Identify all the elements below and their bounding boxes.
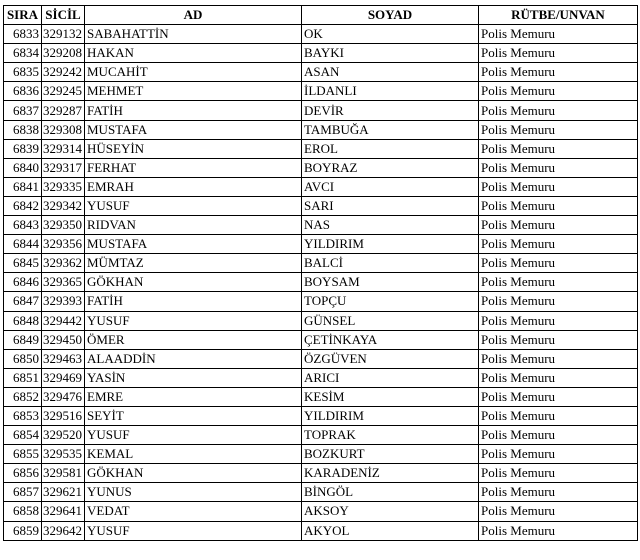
table-row xyxy=(4,216,638,235)
cell-soyad: ÇETİNKAYA xyxy=(302,330,479,349)
cell-soyad: EROL xyxy=(302,139,479,158)
cell-ad: FATİH xyxy=(85,101,302,120)
cell-sira: 6848 xyxy=(4,311,42,330)
cell-sicil: 329335 xyxy=(42,177,85,196)
cell-sicil: 329245 xyxy=(42,82,85,101)
cell-sicil: 329242 xyxy=(42,63,85,82)
cell-sira: 6838 xyxy=(4,120,42,139)
cell-sira: 6849 xyxy=(4,330,42,349)
cell-soyad: BALCİ xyxy=(302,254,479,273)
cell-ad: HÜSEYİN xyxy=(85,139,302,158)
cell-ad: YUSUF xyxy=(85,521,302,540)
header-soyad: SOYAD xyxy=(302,6,479,25)
cell-sicil: 329450 xyxy=(42,330,85,349)
cell-sira: 6853 xyxy=(4,406,42,425)
cell-rutbe: Polis Memuru xyxy=(479,44,638,63)
cell-sira: 6851 xyxy=(4,368,42,387)
cell-sira: 6858 xyxy=(4,502,42,521)
cell-soyad: YILDIRIM xyxy=(302,406,479,425)
cell-sicil: 329476 xyxy=(42,387,85,406)
table-row xyxy=(4,464,638,483)
cell-sicil: 329342 xyxy=(42,196,85,215)
cell-rutbe: Polis Memuru xyxy=(479,177,638,196)
cell-rutbe: Polis Memuru xyxy=(479,406,638,425)
table-row xyxy=(4,196,638,215)
cell-rutbe: Polis Memuru xyxy=(479,63,638,82)
cell-sicil: 329314 xyxy=(42,139,85,158)
cell-ad: SEYİT xyxy=(85,406,302,425)
table-header xyxy=(4,6,638,25)
cell-sira: 6837 xyxy=(4,101,42,120)
personnel-table xyxy=(3,5,638,541)
cell-sira: 6847 xyxy=(4,292,42,311)
cell-ad: ÖMER xyxy=(85,330,302,349)
cell-sira: 6835 xyxy=(4,63,42,82)
cell-ad: FERHAT xyxy=(85,158,302,177)
table-row xyxy=(4,101,638,120)
cell-sicil: 329365 xyxy=(42,273,85,292)
cell-soyad: TAMBUĞA xyxy=(302,120,479,139)
cell-rutbe: Polis Memuru xyxy=(479,101,638,120)
cell-rutbe: Polis Memuru xyxy=(479,311,638,330)
cell-sicil: 329621 xyxy=(42,483,85,502)
cell-ad: HAKAN xyxy=(85,44,302,63)
cell-ad: YASİN xyxy=(85,368,302,387)
cell-sicil: 329356 xyxy=(42,235,85,254)
cell-sira: 6833 xyxy=(4,25,42,44)
cell-ad: RIDVAN xyxy=(85,216,302,235)
cell-soyad: AKSOY xyxy=(302,502,479,521)
cell-rutbe: Polis Memuru xyxy=(479,330,638,349)
cell-soyad: OK xyxy=(302,25,479,44)
header-sicil: SİCİL xyxy=(42,6,85,25)
cell-sicil: 329317 xyxy=(42,158,85,177)
table-row xyxy=(4,82,638,101)
cell-rutbe: Polis Memuru xyxy=(479,120,638,139)
cell-ad: GÖKHAN xyxy=(85,273,302,292)
cell-sira: 6843 xyxy=(4,216,42,235)
cell-sira: 6842 xyxy=(4,196,42,215)
cell-soyad: BAYKI xyxy=(302,44,479,63)
cell-sicil: 329442 xyxy=(42,311,85,330)
cell-ad: MUCAHİT xyxy=(85,63,302,82)
cell-rutbe: Polis Memuru xyxy=(479,292,638,311)
table-body xyxy=(4,25,638,541)
cell-sira: 6846 xyxy=(4,273,42,292)
table-row xyxy=(4,44,638,63)
table-row xyxy=(4,368,638,387)
cell-soyad: KARADENİZ xyxy=(302,464,479,483)
cell-ad: MÜMTAZ xyxy=(85,254,302,273)
table-row xyxy=(4,330,638,349)
table-row xyxy=(4,235,638,254)
cell-soyad: YILDIRIM xyxy=(302,235,479,254)
table-row xyxy=(4,273,638,292)
cell-ad: YUNUS xyxy=(85,483,302,502)
table-row xyxy=(4,502,638,521)
cell-sira: 6836 xyxy=(4,82,42,101)
cell-soyad: TOPRAK xyxy=(302,426,479,445)
cell-rutbe: Polis Memuru xyxy=(479,235,638,254)
cell-rutbe: Polis Memuru xyxy=(479,254,638,273)
cell-ad: MUSTAFA xyxy=(85,235,302,254)
table-row xyxy=(4,349,638,368)
cell-sicil: 329463 xyxy=(42,349,85,368)
cell-rutbe: Polis Memuru xyxy=(479,196,638,215)
cell-rutbe: Polis Memuru xyxy=(479,368,638,387)
cell-soyad: DEVİR xyxy=(302,101,479,120)
cell-sira: 6852 xyxy=(4,387,42,406)
cell-rutbe: Polis Memuru xyxy=(479,25,638,44)
cell-sira: 6857 xyxy=(4,483,42,502)
cell-soyad: SARI xyxy=(302,196,479,215)
cell-ad: EMRAH xyxy=(85,177,302,196)
table-row xyxy=(4,292,638,311)
table-row xyxy=(4,120,638,139)
cell-sicil: 329641 xyxy=(42,502,85,521)
cell-sicil: 329287 xyxy=(42,101,85,120)
cell-sira: 6854 xyxy=(4,426,42,445)
cell-rutbe: Polis Memuru xyxy=(479,349,638,368)
header-row xyxy=(4,6,638,25)
cell-rutbe: Polis Memuru xyxy=(479,521,638,540)
cell-soyad: BOYSAM xyxy=(302,273,479,292)
cell-sicil: 329581 xyxy=(42,464,85,483)
table-row xyxy=(4,387,638,406)
cell-rutbe: Polis Memuru xyxy=(479,82,638,101)
cell-rutbe: Polis Memuru xyxy=(479,502,638,521)
table-row xyxy=(4,311,638,330)
cell-ad: FATİH xyxy=(85,292,302,311)
cell-sira: 6841 xyxy=(4,177,42,196)
cell-sira: 6839 xyxy=(4,139,42,158)
table-row xyxy=(4,521,638,540)
header-ad: AD xyxy=(85,6,302,25)
cell-ad: EMRE xyxy=(85,387,302,406)
cell-rutbe: Polis Memuru xyxy=(479,387,638,406)
cell-rutbe: Polis Memuru xyxy=(479,483,638,502)
cell-sicil: 329208 xyxy=(42,44,85,63)
cell-ad: MEHMET xyxy=(85,82,302,101)
cell-sicil: 329520 xyxy=(42,426,85,445)
cell-ad: YUSUF xyxy=(85,426,302,445)
table-row xyxy=(4,406,638,425)
cell-soyad: BOZKURT xyxy=(302,445,479,464)
cell-sicil: 329362 xyxy=(42,254,85,273)
cell-soyad: AVCI xyxy=(302,177,479,196)
table-row xyxy=(4,63,638,82)
table-row xyxy=(4,445,638,464)
cell-soyad: İLDANLI xyxy=(302,82,479,101)
cell-rutbe: Polis Memuru xyxy=(479,139,638,158)
cell-sira: 6840 xyxy=(4,158,42,177)
cell-soyad: ARICI xyxy=(302,368,479,387)
table-row xyxy=(4,483,638,502)
cell-ad: GÖKHAN xyxy=(85,464,302,483)
cell-sicil: 329308 xyxy=(42,120,85,139)
cell-sira: 6859 xyxy=(4,521,42,540)
cell-ad: VEDAT xyxy=(85,502,302,521)
cell-sira: 6855 xyxy=(4,445,42,464)
cell-soyad: BİNGÖL xyxy=(302,483,479,502)
table-row xyxy=(4,254,638,273)
cell-ad: KEMAL xyxy=(85,445,302,464)
cell-soyad: ÖZGÜVEN xyxy=(302,349,479,368)
cell-sicil: 329535 xyxy=(42,445,85,464)
table-row xyxy=(4,426,638,445)
cell-sira: 6856 xyxy=(4,464,42,483)
cell-ad: YUSUF xyxy=(85,311,302,330)
header-sira: SIRA xyxy=(4,6,42,25)
table-row xyxy=(4,25,638,44)
cell-soyad: BOYRAZ xyxy=(302,158,479,177)
cell-ad: YUSUF xyxy=(85,196,302,215)
cell-rutbe: Polis Memuru xyxy=(479,158,638,177)
cell-sicil: 329469 xyxy=(42,368,85,387)
cell-sira: 6845 xyxy=(4,254,42,273)
cell-soyad: NAS xyxy=(302,216,479,235)
cell-sira: 6844 xyxy=(4,235,42,254)
cell-sicil: 329642 xyxy=(42,521,85,540)
cell-ad: ALAADDİN xyxy=(85,349,302,368)
cell-sicil: 329350 xyxy=(42,216,85,235)
cell-sira: 6850 xyxy=(4,349,42,368)
cell-sicil: 329132 xyxy=(42,25,85,44)
table-row xyxy=(4,158,638,177)
cell-rutbe: Polis Memuru xyxy=(479,426,638,445)
cell-soyad: ASAN xyxy=(302,63,479,82)
cell-rutbe: Polis Memuru xyxy=(479,464,638,483)
cell-ad: MUSTAFA xyxy=(85,120,302,139)
cell-sicil: 329393 xyxy=(42,292,85,311)
cell-soyad: TOPÇU xyxy=(302,292,479,311)
cell-rutbe: Polis Memuru xyxy=(479,273,638,292)
header-rutbe: RÜTBE/UNVAN xyxy=(479,6,638,25)
table-row xyxy=(4,139,638,158)
cell-sicil: 329516 xyxy=(42,406,85,425)
cell-soyad: KESİM xyxy=(302,387,479,406)
cell-sira: 6834 xyxy=(4,44,42,63)
cell-rutbe: Polis Memuru xyxy=(479,445,638,464)
table-row xyxy=(4,177,638,196)
cell-ad: SABAHATTİN xyxy=(85,25,302,44)
cell-soyad: AKYOL xyxy=(302,521,479,540)
cell-soyad: GÜNSEL xyxy=(302,311,479,330)
cell-rutbe: Polis Memuru xyxy=(479,216,638,235)
